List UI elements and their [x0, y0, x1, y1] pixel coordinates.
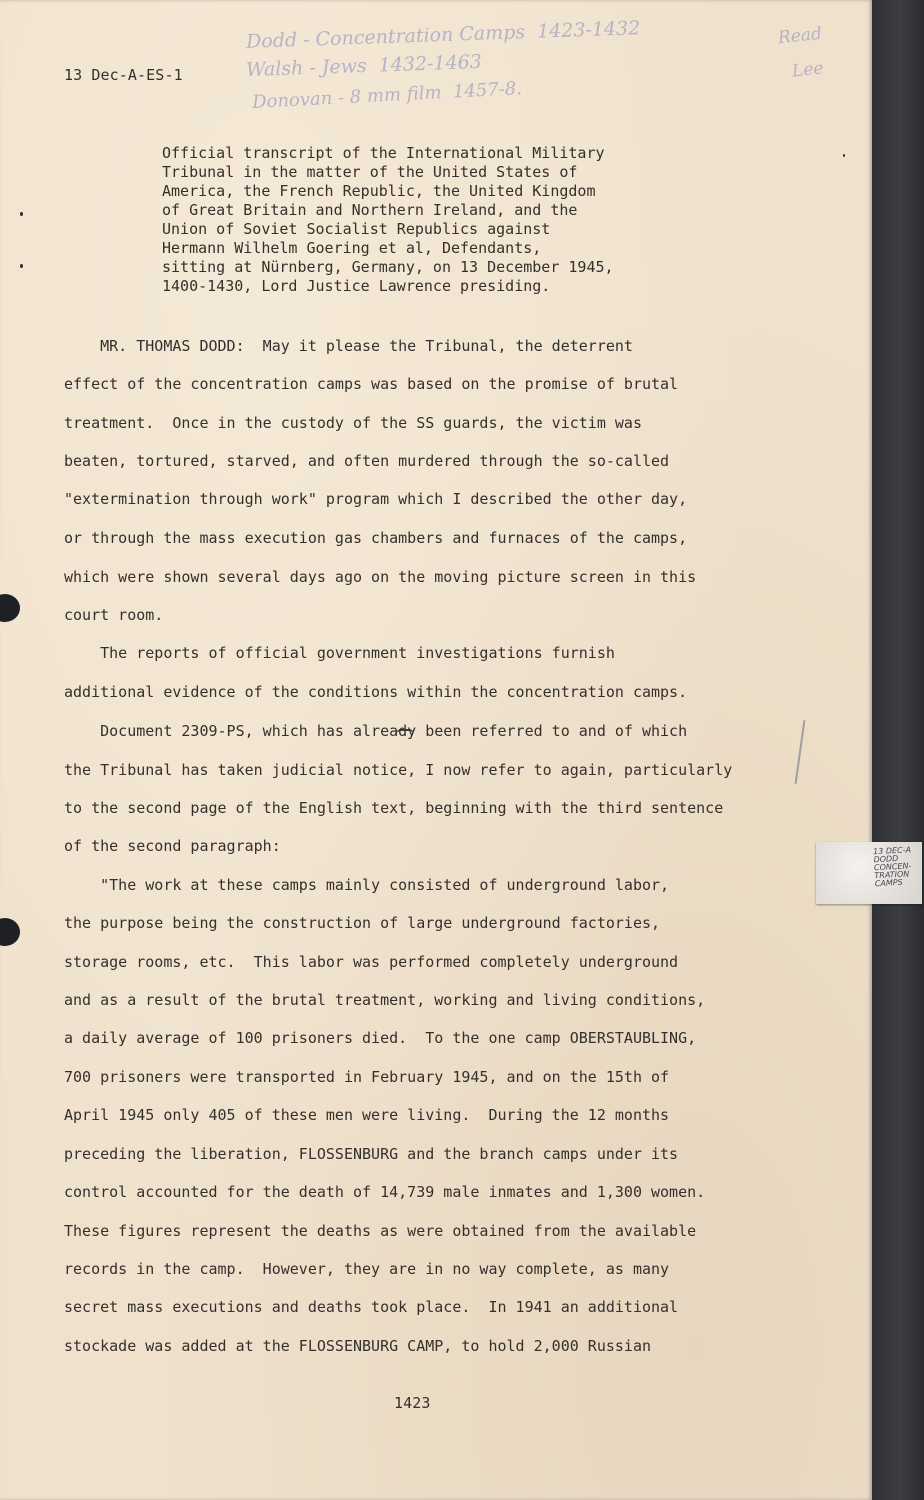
body-line: to the second page of the English text, beginning with the third sentence	[64, 799, 724, 817]
body-line: of the second paragraph:	[64, 837, 281, 855]
body-line: the Tribunal has taken judicial notice, I now refer to again, particularly	[64, 761, 733, 779]
paper-speck	[20, 212, 23, 216]
body-line: or through the mass execution gas chambers and furnaces of the camps,	[64, 529, 688, 547]
body-line: additional evidence of the conditions within the concentration camps.	[64, 683, 688, 701]
paper-speck	[843, 154, 845, 157]
body-line: 700 prisoners were transported in February 1945, and on the 15th of	[64, 1068, 670, 1086]
body-line: The reports of official government investigations furnish	[64, 644, 615, 662]
body-line: the purpose being the construction of large underground factories,	[64, 914, 661, 932]
paper-speck	[20, 264, 23, 268]
body-line: records in the camp. However, they are in no way complete, as many	[64, 1260, 670, 1278]
page-number: 1423	[394, 1394, 431, 1412]
body-line: beaten, tortured, starved, and often murdered through the so-called	[64, 452, 670, 470]
pencil-note-line: Dodd - Concentration Camps 1423-1432	[245, 17, 641, 53]
body-line: court room.	[64, 606, 164, 624]
body-line: which were shown several days ago on the moving picture screen in this	[64, 568, 697, 586]
pencil-note-line: Donovan - 8 mm film 1457-8.	[251, 77, 523, 114]
caption-line: sitting at Nürnberg, Germany, on 13 December 1945,	[162, 258, 614, 276]
caption-line: Hermann Wilhelm Goering et al, Defendants,	[162, 239, 542, 257]
body-line: These figures represent the deaths as were obtained from the available	[64, 1222, 697, 1240]
body-line: April 1945 only 405 of these men were living. During the 12 months	[64, 1106, 670, 1124]
margin-pencil-mark	[795, 720, 806, 784]
document-code: 13 Dec-A-ES-1	[64, 66, 183, 84]
punch-hole	[0, 918, 20, 946]
correction-mark	[396, 729, 414, 734]
body-line: Document 2309-PS, which has already been referred to and of which	[64, 722, 688, 740]
caption-line: Official transcript of the International Military	[162, 144, 605, 162]
pencil-note-line: Walsh - Jews 1432-1463	[245, 50, 483, 82]
body-line: secret mass executions and deaths took place. In 1941 an additional	[64, 1298, 679, 1316]
caption-line: of Great Britain and Northern Ireland, and the	[162, 201, 578, 219]
body-line: "The work at these camps mainly consisted of underground labor,	[64, 876, 670, 894]
body-line: MR. THOMAS DODD: May it please the Tribunal, the deterrent	[64, 337, 633, 355]
caption-line: Tribunal in the matter of the United States of	[162, 163, 578, 181]
index-tab-text: 13 DEC-A DODD CONCEN- TRATION CAMPS	[872, 845, 912, 889]
caption-line: Union of Soviet Socialist Republics against	[162, 220, 551, 238]
caption-line: 1400-1430, Lord Justice Lawrence presiding.	[162, 277, 551, 295]
body-line: storage rooms, etc. This labor was performed completely underground	[64, 953, 679, 971]
body-line: a daily average of 100 prisoners died. To the one camp OBERSTAUBLING,	[64, 1029, 697, 1047]
body-line: "extermination through work" program which I described the other day,	[64, 490, 688, 508]
body-line: preceding the liberation, FLOSSENBURG and the branch camps under its	[64, 1145, 679, 1163]
caption-line: America, the French Republic, the United Kingdom	[162, 182, 596, 200]
corner-pencil-note: Read	[777, 23, 823, 49]
body-line: and as a result of the brutal treatment, working and living conditions,	[64, 991, 706, 1009]
body-line: treatment. Once in the custody of the SS guards, the victim was	[64, 414, 642, 432]
punch-hole	[0, 594, 20, 622]
body-line: stockade was added at the FLOSSENBURG CAMP, to hold 2,000 Russian	[64, 1337, 651, 1355]
index-tab-label	[816, 842, 922, 904]
body-line: effect of the concentration camps was based on the promise of brutal	[64, 375, 679, 393]
body-line: control accounted for the death of 14,739 male inmates and 1,300 women.	[64, 1183, 706, 1201]
corner-pencil-note: Lee	[791, 58, 825, 82]
